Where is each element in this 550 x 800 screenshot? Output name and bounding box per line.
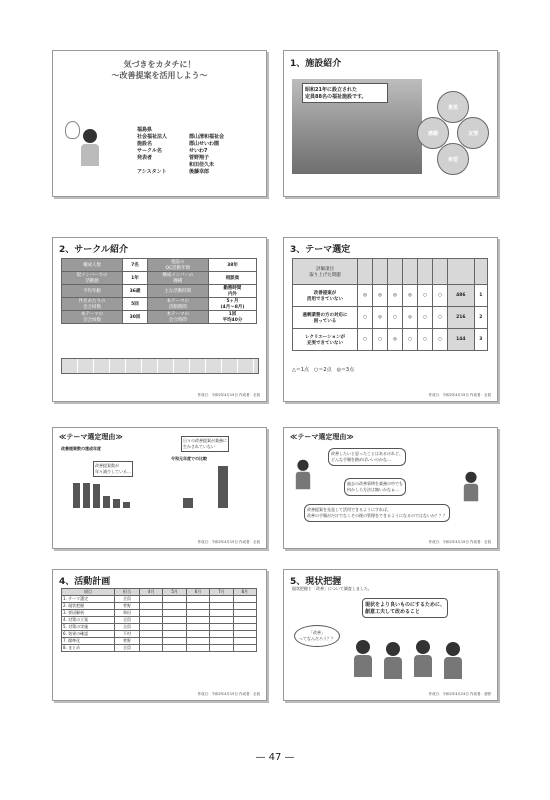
chart1-bar-2: [83, 483, 90, 508]
slide1-info-list: 福島県 社会福祉法人 郡山清和福祉会 施設名 郡山せいわ園 サークル名 せいわ7 発表者 菅野翔子 和田佳久未 アシスタント 後藤幸郎: [137, 127, 225, 175]
chart1-bar-3: [93, 484, 100, 508]
slide1-title-line2: ～改善提案を活用しよう～: [111, 71, 208, 80]
slide1-title-line1: 気づきをカタチに！: [123, 60, 196, 69]
chart2-bar-1: [183, 498, 193, 508]
presenter-illustration: [81, 129, 99, 166]
chart1-bar-6: [123, 502, 130, 508]
petal-gratitude: 感謝: [417, 117, 449, 149]
slide-theme-reason-voices: [283, 427, 498, 549]
slide4-title: 3、テーマ選定: [290, 245, 351, 255]
lightbulb-icon: [65, 121, 80, 139]
kaizen-question-bubble: 「改善」 ってなんだろう？？: [294, 625, 340, 647]
staff-illustration-1: [354, 640, 372, 677]
slide-title: [52, 50, 267, 197]
staff-illustration-3: [414, 640, 432, 677]
slide5-title: ≪テーマ選定理由≫: [59, 433, 123, 441]
page-number: — 47 —: [255, 752, 295, 763]
staff-illustration-left: [296, 460, 310, 490]
slide6-footer: 作成日：令和2年4月15日 作成者：全員: [428, 540, 491, 544]
slide7-title: 4、活動計画: [59, 577, 111, 587]
slide-circle-intro: [52, 237, 267, 402]
petal-friendship: 友情: [457, 117, 489, 149]
slide-activity-plan: [52, 569, 267, 701]
chart2-callout: 日々の改善提案が業務に 生かされていない: [181, 436, 229, 452]
kaizen-definition-callout: 現状をより良いものにするために、 創意工夫して改めること: [362, 598, 448, 618]
chart1-bar-4: [103, 496, 110, 508]
slide6-title: ≪テーマ選定理由≫: [290, 433, 354, 441]
chart1-bar-1: [73, 483, 80, 508]
petal-courage: 勇気: [437, 91, 469, 123]
chart1-title: 改善提案数の達成年度: [61, 446, 101, 451]
slide3-title: 2、サークル紹介: [59, 245, 128, 255]
slide2-title: 1、施設紹介: [290, 59, 342, 69]
slide7-footer: 作成日：令和2年4月15日 作成者：全員: [197, 692, 260, 696]
slide8-subtitle: 現状把握と「改善」について調査しました。: [292, 586, 372, 591]
staff-illustration-4: [444, 642, 462, 679]
history-strip: [61, 358, 259, 374]
chart2-bar-2: [218, 466, 228, 508]
staff-illustration-right: [464, 472, 478, 502]
slide-current-situation: [283, 569, 498, 701]
activity-plan-table: 項目 担当 4月 5月 6月 7月 8月 1. テーマ選定 全員 2. 現状把握 菅野 3. 要因解析 和田 4. 対策の立案 全員 5. 対策の実施 全員 6. 効果の確認 下村 7. 標準化 菅野 8. まとめ 全員: [61, 588, 257, 652]
chart1-callout: 改善提案数が 年々減少している…: [93, 461, 133, 477]
speech-bubble-1: 改善したいと思ったことはあるけれど、 どんな手順を踏めばいいのかな…: [328, 448, 406, 466]
chart1-bar-5: [113, 499, 120, 508]
staff-illustration-2: [384, 642, 402, 679]
slide3-footer: 作成日：令和2年4月15日 作成者：全員: [197, 393, 260, 397]
slide-facility: [283, 50, 498, 197]
slide4-footer: 作成日：令和2年4月15日 作成者：全員: [428, 393, 491, 397]
slide-theme-selection: [283, 237, 498, 402]
slide5-footer: 作成日：令和2年4月15日 作成者：全員: [197, 540, 260, 544]
slide8-footer: 作成日：令和2年4月24日 作成者：菅野: [428, 692, 491, 696]
slide4-legend: △＝1点 ○＝2点 ◎＝3点: [292, 367, 355, 373]
theme-eval-table: 評価項目 取り上げた問題 改善提案が 活用できていない ◎ ◎ ◎ ◎ ○ ○ 486 1 過剰業務の方の対応に 困っている ○ ◎ ○ ◎ ○ ○ 216 2 レクリエーションが 充実できていない ○ ○ ◎ ○ ○ ○ 144 3: [292, 258, 488, 351]
slide2-textbox: 昭和21年に設立された 定員88名の福祉施設です。: [302, 83, 388, 103]
petal-hope: 希望: [437, 143, 469, 175]
circle-info-table: 構成人数 7名 施設の QC活動年数 38年 現メンバーでの 活動歴 1年 構成メンバーの 職種 相談員 平均年齢 36歳 主な活動時間 勤務時間 内外 件名あたりの 会合回数 5回 本テーマの 活動期間 5ヶ月 (4月～8月) 本テーマの 会合回数 30回 本テーマの 会合時間 1回 平均40分: [61, 258, 257, 324]
chart2-title: 令和元年度での比較: [171, 456, 207, 461]
slide-theme-reason-charts: [52, 427, 267, 549]
speech-bubble-3: 改善提案を見直して活用できるようにすれば、 改善の手順がだけでなくその後の管理をできるようになるのではないか？？？: [304, 504, 450, 522]
slide8-title: 5、現状把握: [290, 577, 342, 587]
speech-bubble-2: 過去の改善事例を業務の中でも 何かしら方法は無いかなぁ…: [344, 478, 406, 496]
